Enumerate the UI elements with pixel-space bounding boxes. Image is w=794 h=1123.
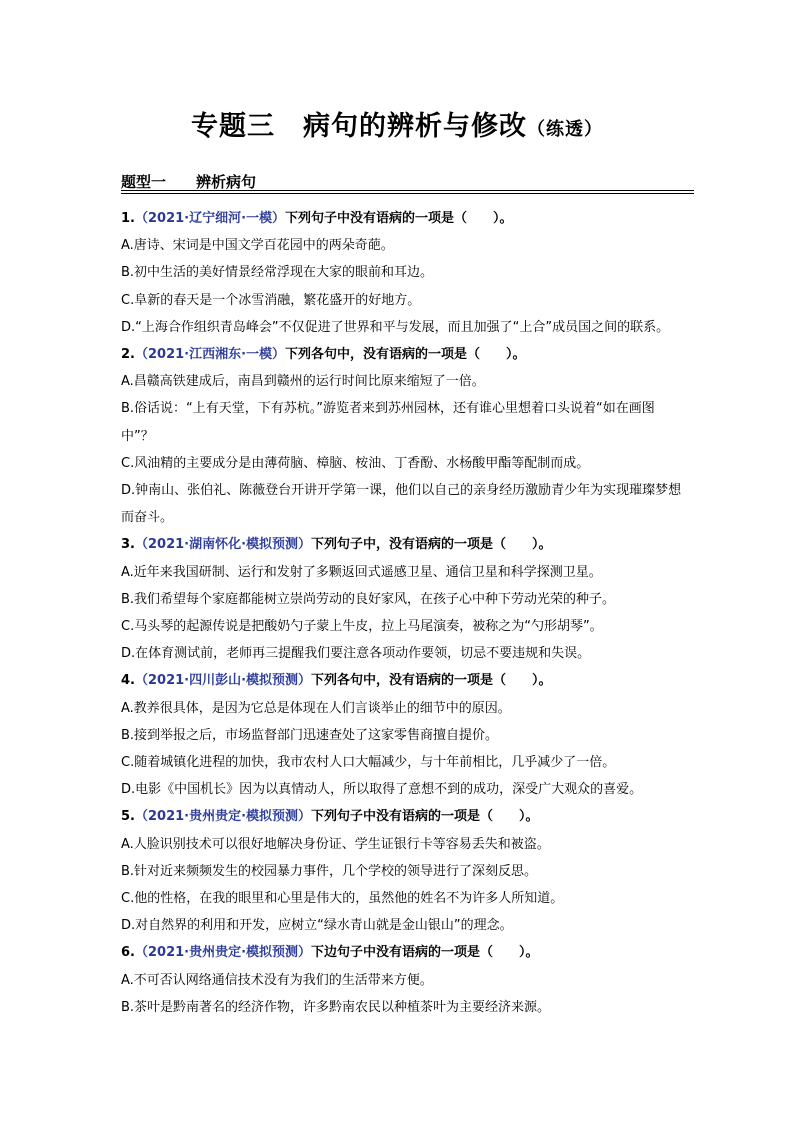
option-d: D.“上海合作组织青岛峰会”不仅促进了世界和平与发展，而且加强了“上合”成员国之间的联系。 xyxy=(121,319,670,335)
question-stem: 2.（2021·江西湘东·一模）下列各句中，没有语病的一项是（ ）。 xyxy=(121,347,526,363)
option-a: A.唐诗、宋词是中国文学百花园中的两朵奇葩。 xyxy=(121,238,394,254)
question-source: （2021·江西湘东·一模） xyxy=(134,347,286,363)
option-c: C.他的性格，在我的眼里和心里是伟大的，虽然他的姓名不为许多人所知道。 xyxy=(121,891,564,907)
option-d: D.电影《中国机长》因为以真情动人，所以取得了意想不到的成功，深受广大观众的喜爱。 xyxy=(121,782,643,798)
section-label: 题型一 辨析病句 xyxy=(121,173,257,191)
option-d: D.对自然界的利用和开发，应树立“绿水青山就是金山银山”的理念。 xyxy=(121,918,513,934)
option-b: B.俗话说：“上有天堂，下有苏杭。”游览者来到苏州园林，还有谁心里想着口头说着“如在画图 xyxy=(121,401,655,417)
question-stem: 5.（2021·贵州贵定·模拟预测）下列句子中没有语病的一项是（ ）。 xyxy=(121,809,539,825)
option-b: B.接到举报之后，市场监督部门迅速查处了这家零售商擅自提价。 xyxy=(121,727,499,743)
option-b: B.针对近来频频发生的校园暴力事件，几个学校的领导进行了深刻反思。 xyxy=(121,863,538,879)
option-d: D.在体育测试前，老师再三提醒我们要注意各项动作要领，切忌不要违规和失误。 xyxy=(121,646,591,662)
option-a: A.教养很具体，是因为它总是体现在人们言谈举止的细节中的原因。 xyxy=(121,700,511,716)
option-c: C.风油精的主要成分是由薄荷脑、樟脑、桉油、丁香酚、水杨酸甲酯等配制而成。 xyxy=(121,455,590,471)
option-d: D.钟南山、张伯礼、陈薇登台开讲开学第一课，他们以自己的亲身经历激励青少年为实现璀璨梦想 xyxy=(121,483,682,499)
title-main: 专题三 病句的辨析与修改 xyxy=(191,111,527,142)
option-c: C.随着城镇化进程的加快，我市农村人口大幅减少，与十年前相比，几乎减少了一倍。 xyxy=(121,755,616,771)
section-rule xyxy=(121,190,694,191)
question-source: （2021·贵州贵定·模拟预测） xyxy=(134,809,312,825)
option-c: C.马头琴的起源传说是把酸奶勺子蒙上牛皮，拉上马尾演奏，被称之为“勺形胡琴”。 xyxy=(121,619,603,635)
section-rule xyxy=(121,193,694,194)
question-stem: 4.（2021·四川彭山·模拟预测）下列各句中，没有语病的一项是（ ）。 xyxy=(121,673,552,689)
question-stem: 6.（2021·贵州贵定·模拟预测）下边句子中没有语病的一项是（ ）。 xyxy=(121,945,539,961)
option-b-continued: 中”？ xyxy=(121,428,154,444)
option-a: A.昌赣高铁建成后，南昌到赣州的运行时间比原来缩短了一倍。 xyxy=(121,374,485,390)
question-source: （2021·贵州贵定·模拟预测） xyxy=(134,945,312,961)
option-c: C.阜新的春天是一个冰雪消融，繁花盛开的好地方。 xyxy=(121,292,421,308)
question-source: （2021·湖南怀化·模拟预测） xyxy=(134,537,312,553)
question-stem: 1.（2021·辽宁细河·一模）下列句子中没有语病的一项是（ ）。 xyxy=(121,211,513,226)
page-title xyxy=(0,104,794,143)
option-b: B.茶叶是黔南著名的经济作物，许多黔南农民以种植茶叶为主要经济来源。 xyxy=(121,999,551,1015)
question-stem: 3.（2021·湖南怀化·模拟预测）下列句子中，没有语病的一项是（ ）。 xyxy=(121,537,552,553)
option-a: A.人脸识别技术可以很好地解决身份证、学生证银行卡等容易丢失和被盗。 xyxy=(121,836,550,852)
option-a: A.不可否认网络通信技术没有为我们的生活带来方便。 xyxy=(121,972,433,988)
option-a: A.近年来我国研制、运行和发射了多颗返回式遥感卫星、通信卫星和科学探测卫星。 xyxy=(121,564,602,580)
question-source: （2021·四川彭山·模拟预测） xyxy=(134,673,312,689)
option-b: B.初中生活的美好情景经常浮现在大家的眼前和耳边。 xyxy=(121,265,434,281)
question-source: （2021·辽宁细河·一模） xyxy=(134,211,286,226)
section-heading xyxy=(121,171,694,192)
title-subtitle: （练透） xyxy=(527,119,603,140)
option-b: B.我们希望每个家庭都能树立崇尚劳动的良好家风，在孩子心中种下劳动光荣的种子。 xyxy=(121,591,616,607)
question-list xyxy=(121,205,701,1021)
option-d-continued: 而奋斗。 xyxy=(121,510,174,526)
